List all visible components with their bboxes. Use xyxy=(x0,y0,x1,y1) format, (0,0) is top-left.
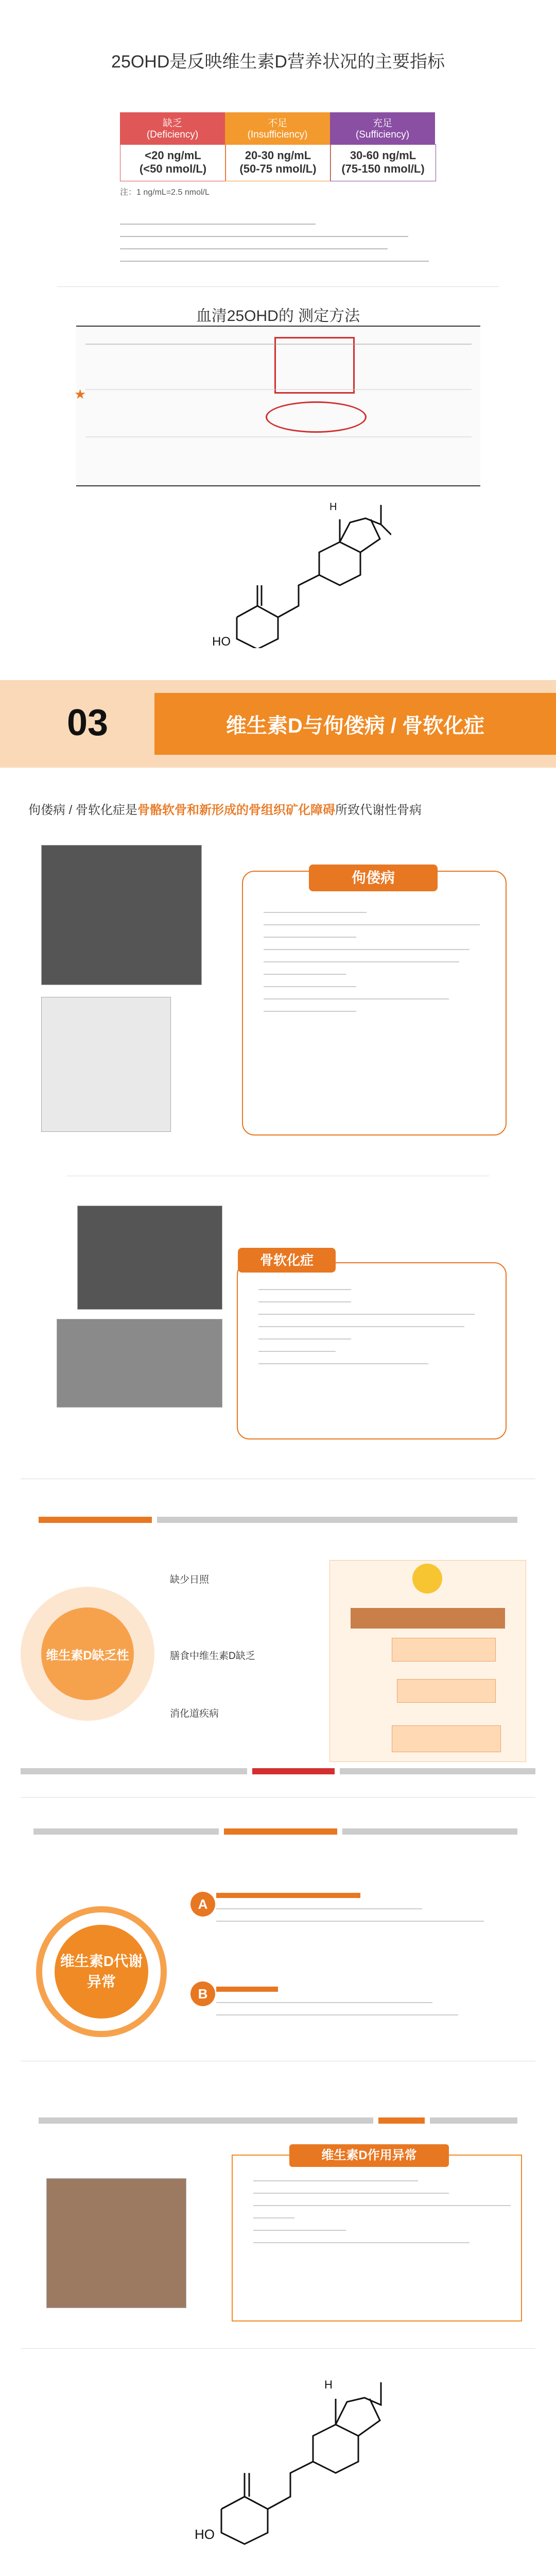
cause-item-gi: 消化道疾病 xyxy=(170,1708,219,1719)
cause-heading-tail xyxy=(157,1517,517,1523)
cause-circle-inner xyxy=(41,1607,134,1700)
metab-center-label: 维生素D代谢异常 xyxy=(60,1953,143,1990)
status-value-deficiency xyxy=(120,144,226,181)
status-deficiency-title: 缺乏 xyxy=(162,118,182,129)
metab-marker-a: A xyxy=(190,1892,215,1917)
resist-heading xyxy=(39,2117,373,2124)
star-icon: ★ xyxy=(74,386,86,402)
status-insufficiency-nmol: (50-75 nmol/L) xyxy=(239,162,317,175)
cause-item-sunlight: 缺少日照 xyxy=(170,1574,210,1585)
section3-number: 03 xyxy=(67,702,109,743)
patient-photo xyxy=(46,2178,186,2308)
status-unit-note: 注：1 ng/mL=2.5 nmol/L xyxy=(120,188,210,197)
metab-marker-b: B xyxy=(190,1981,215,2006)
intro-label: 佝偻病 / 骨软化症是 xyxy=(28,803,138,817)
section-divider xyxy=(21,2348,535,2349)
125ohd-box xyxy=(392,1725,501,1752)
vitamin-d-structure-2 xyxy=(154,2375,391,2545)
svg-text:H: H xyxy=(324,2378,333,2391)
status-insufficiency-ng: 20-30 ng/mL xyxy=(245,149,311,162)
threshold-note-tail xyxy=(340,1768,535,1774)
section-divider xyxy=(57,286,499,287)
svg-text:HO: HO xyxy=(212,635,231,648)
metab-heading xyxy=(33,1828,219,1835)
vitd-status-table xyxy=(120,112,435,190)
resist-heading-highlight xyxy=(378,2117,425,2124)
intro-highlight: 骨骼软骨和新形成的骨组织矿化障碍 xyxy=(137,803,336,817)
resist-card xyxy=(232,2148,522,2321)
status-sufficiency-nmol: (75-150 nmol/L) xyxy=(341,162,425,175)
vitamin-d-structure xyxy=(175,499,391,648)
metab-circle-inner xyxy=(55,1925,148,2019)
cause-heading xyxy=(39,1517,152,1523)
svg-text:HO: HO xyxy=(195,2527,215,2542)
status-head-sufficiency xyxy=(330,112,435,144)
sun-icon xyxy=(412,1564,442,1594)
section3-banner xyxy=(0,680,556,768)
resist-points xyxy=(253,2174,511,2243)
osteomalacia-body-photo xyxy=(57,1319,222,1408)
survey-text-block xyxy=(120,216,449,273)
skin-layer xyxy=(351,1608,505,1629)
osteomalacia-points xyxy=(258,1283,485,1364)
status-head-deficiency xyxy=(120,112,225,144)
cause-item-diet: 膳食中维生素D缺乏 xyxy=(170,1651,255,1662)
methods-table-image xyxy=(76,326,480,486)
osteomalacia-card xyxy=(237,1252,507,1439)
rickets-badge: 佝偻病 xyxy=(309,865,438,891)
status-sufficiency-ng: 30-60 ng/mL xyxy=(350,149,416,162)
threshold-note-red xyxy=(252,1768,335,1774)
rickets-skeleton-illustration xyxy=(41,997,171,1132)
status-deficiency-ng: <20 ng/mL xyxy=(145,149,201,162)
rickets-card xyxy=(242,871,507,1136)
cause-center-label: 维生素D缺乏性 xyxy=(46,1648,129,1663)
osteomalacia-xray-photo xyxy=(77,1206,222,1310)
section3-title: 维生素D与佝偻病 / 骨软化症 xyxy=(154,693,556,755)
status-sufficiency-title: 充足 xyxy=(372,118,392,129)
intro-tail: 所致代谢性骨病 xyxy=(335,803,422,817)
metab-heading-tail xyxy=(342,1828,517,1835)
threshold-note xyxy=(21,1768,247,1774)
methods-table-lines xyxy=(85,336,472,480)
status-deficiency-sub: (Deficiency) xyxy=(146,129,199,140)
section2-title: 血清25OHD的 测定方法 xyxy=(196,308,360,325)
status-deficiency-nmol: (<50 nmol/L) xyxy=(139,162,207,175)
metab-item-b xyxy=(216,1979,505,2036)
resist-heading-tail xyxy=(430,2117,517,2124)
status-insufficiency-title: 不足 xyxy=(267,118,287,129)
metab-heading-highlight xyxy=(224,1828,337,1835)
section1-title: 25OHD是反映维生素D营养状况的主要指标 xyxy=(111,52,445,72)
status-insufficiency-sub: (Insufficiency) xyxy=(247,129,308,140)
vitd-box xyxy=(392,1638,496,1662)
svg-text:H: H xyxy=(329,501,337,513)
resist-title-bar: 维生素D作用异常 xyxy=(289,2144,449,2167)
25ohd-box xyxy=(397,1679,496,1703)
rickets-xray-photo xyxy=(41,845,202,985)
vitd-metabolism-diagram xyxy=(329,1560,526,1762)
status-value-insufficiency xyxy=(225,144,331,181)
rickets-points xyxy=(264,906,490,1012)
section3-intro xyxy=(28,800,533,818)
status-sufficiency-sub: (Sufficiency) xyxy=(355,129,410,140)
osteomalacia-badge: 骨软化症 xyxy=(238,1248,336,1273)
status-value-sufficiency xyxy=(330,144,436,181)
metab-item-a xyxy=(216,1886,505,1942)
section-divider xyxy=(21,1797,535,1798)
status-head-insufficiency xyxy=(225,112,330,144)
